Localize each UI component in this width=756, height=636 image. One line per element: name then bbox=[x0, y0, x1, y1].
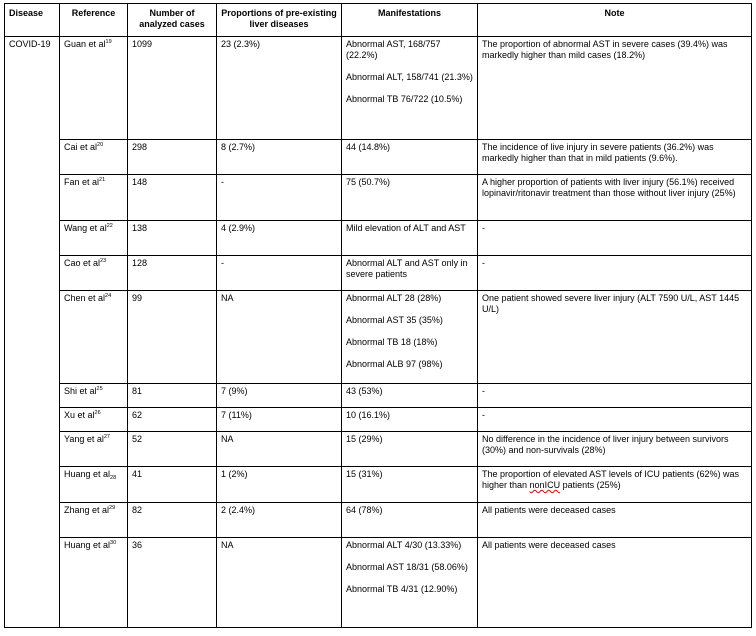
manifestations-cell: Abnormal ALT 4/30 (13.33%) Abnormal AST 18/31 (58.06%) Abnormal TB 4/31 (12.90%) bbox=[342, 538, 478, 628]
cases-cell: 298 bbox=[128, 140, 217, 175]
table-row bbox=[5, 408, 752, 432]
note-cell: The incidence of live injury in severe patients (36.2%) was markedly higher than that in mild patients (9.6%). bbox=[478, 140, 752, 175]
table-row bbox=[5, 291, 752, 384]
note-cell: The proportion of abnormal AST in severe cases (39.4%) was markedly higher than mild cases (18.2%) bbox=[478, 37, 752, 140]
preexisting-cell: 4 (2.9%) bbox=[217, 221, 342, 256]
reference-cell: Cai et $al^{20}$ bbox=[60, 140, 128, 175]
manifestations-cell: 10 (16.1%) bbox=[342, 408, 478, 432]
preexisting-cell: 2 (2.4%) bbox=[217, 503, 342, 538]
reference-cell: Huang et $al^{30}$ bbox=[60, 538, 128, 628]
note-cell: - bbox=[478, 384, 752, 408]
reference-cell: Yang et $al^{27}$ bbox=[60, 432, 128, 467]
reference-cell: Xu et $al^{26}$ bbox=[60, 408, 128, 432]
disease-cell: COVID-19 bbox=[5, 37, 60, 628]
preexisting-cell: 1 (2%) bbox=[217, 467, 342, 503]
note-cell: A higher proportion of patients with liver injury (56.1%) received lopinavir/ritonavir treatment than those without liver injury (25%) bbox=[478, 175, 752, 221]
preexisting-cell: NA bbox=[217, 291, 342, 384]
note-cell: - bbox=[478, 256, 752, 291]
table-row bbox=[5, 140, 752, 175]
table-row bbox=[5, 503, 752, 538]
reference-cell: Zhang et $al^{29}$ bbox=[60, 503, 128, 538]
table-row bbox=[5, 221, 752, 256]
cases-cell: 62 bbox=[128, 408, 217, 432]
manifestations-cell: Abnormal ALT 28 (28%) Abnormal AST 35 (35%) Abnormal TB 18 (18%) Abnormal ALB 97 (98%) bbox=[342, 291, 478, 384]
cases-cell: 82 bbox=[128, 503, 217, 538]
cases-cell: 138 bbox=[128, 221, 217, 256]
cases-cell: 52 bbox=[128, 432, 217, 467]
table-row bbox=[5, 467, 752, 503]
note-cell: One patient showed severe liver injury (ALT 7590 U/L, AST 1445 U/L) bbox=[478, 291, 752, 384]
reference-cell: Chen et $al^{24}$ bbox=[60, 291, 128, 384]
note-cell: The proportion of elevated AST levels of ICU patients (62%) was higher than nonICU patients (25%) bbox=[478, 467, 752, 503]
note-cell: - bbox=[478, 221, 752, 256]
manifestations-cell: 44 (14.8%) bbox=[342, 140, 478, 175]
cases-cell: 36 bbox=[128, 538, 217, 628]
spellcheck-flagged-word: nonICU bbox=[529, 480, 561, 490]
manifestations-cell: 75 (50.7%) bbox=[342, 175, 478, 221]
table-row bbox=[5, 256, 752, 291]
liver-injury-table bbox=[4, 3, 752, 628]
cases-cell: 41 bbox=[128, 467, 217, 503]
reference-cell: Wang et $al^{22}$ bbox=[60, 221, 128, 256]
preexisting-cell: - bbox=[217, 175, 342, 221]
manifestations-cell: Abnormal ALT and AST only in severe patients bbox=[342, 256, 478, 291]
manifestations-cell: 15 (31%) bbox=[342, 467, 478, 503]
header-preexisting: Proportions of pre-existing liver diseases bbox=[217, 4, 342, 37]
manifestations-cell: 64 (78%) bbox=[342, 503, 478, 538]
header-reference: Reference bbox=[60, 4, 128, 37]
preexisting-cell: 7 (9%) bbox=[217, 384, 342, 408]
preexisting-cell: 8 (2.7%) bbox=[217, 140, 342, 175]
reference-cell: Fan et $al^{21}$ bbox=[60, 175, 128, 221]
table-row bbox=[5, 432, 752, 467]
header-note: Note bbox=[478, 4, 752, 37]
preexisting-cell: 23 (2.3%) bbox=[217, 37, 342, 140]
cases-cell: 99 bbox=[128, 291, 217, 384]
header-row bbox=[5, 4, 752, 37]
table-row bbox=[5, 538, 752, 628]
cases-cell: 148 bbox=[128, 175, 217, 221]
table-row bbox=[5, 384, 752, 408]
reference-cell: Shi et $al^{25}$ bbox=[60, 384, 128, 408]
reference-cell: Guan et $al^{19}$ bbox=[60, 37, 128, 140]
manifestations-cell: Mild elevation of ALT and AST bbox=[342, 221, 478, 256]
preexisting-cell: - bbox=[217, 256, 342, 291]
manifestations-cell: Abnormal AST, 168/757 (22.2%) Abnormal ALT, 158/741 (21.3%) Abnormal TB 76/722 (10.5%) bbox=[342, 37, 478, 140]
header-cases: Number of analyzed cases bbox=[128, 4, 217, 37]
note-cell: No difference in the incidence of liver injury between survivors (30%) and non-survivals (28%) bbox=[478, 432, 752, 467]
reference-cell: Cao et $al^{23}$ bbox=[60, 256, 128, 291]
header-disease: Disease bbox=[5, 4, 60, 37]
preexisting-cell: NA bbox=[217, 432, 342, 467]
note-cell: All patients were deceased cases bbox=[478, 538, 752, 628]
reference-cell: Huang et $al_{28}$ bbox=[60, 467, 128, 503]
preexisting-cell: NA bbox=[217, 538, 342, 628]
header-manifestations: Manifestations bbox=[342, 4, 478, 37]
table-row bbox=[5, 175, 752, 221]
cases-cell: 1099 bbox=[128, 37, 217, 140]
manifestations-cell: 43 (53%) bbox=[342, 384, 478, 408]
note-cell: - bbox=[478, 408, 752, 432]
preexisting-cell: 7 (11%) bbox=[217, 408, 342, 432]
manifestations-cell: 15 (29%) bbox=[342, 432, 478, 467]
cases-cell: 81 bbox=[128, 384, 217, 408]
table-row bbox=[5, 37, 752, 140]
cases-cell: 128 bbox=[128, 256, 217, 291]
note-cell: All patients were deceased cases bbox=[478, 503, 752, 538]
